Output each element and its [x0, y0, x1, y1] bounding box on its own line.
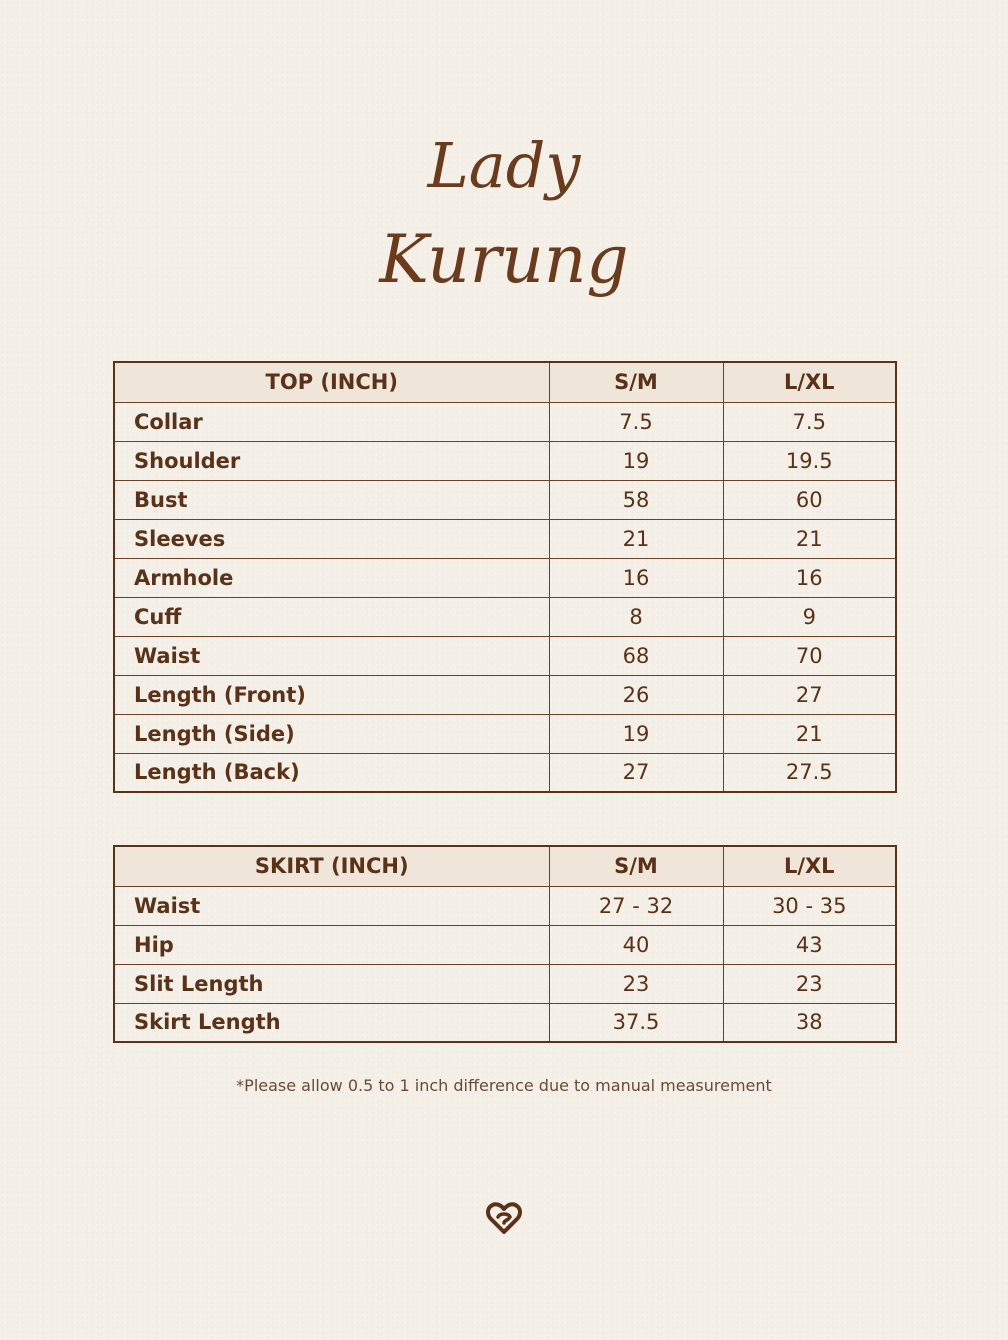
table-header-row: [114, 362, 896, 402]
value-sm: 26: [549, 675, 723, 714]
table-row: [114, 925, 896, 964]
table-row: [114, 441, 896, 480]
table-row: [114, 480, 896, 519]
value-lxl: 19.5: [723, 441, 896, 480]
value-sm: 40: [549, 925, 723, 964]
value-lxl: 16: [723, 558, 896, 597]
table-row: [114, 886, 896, 925]
value-sm: 27: [549, 753, 723, 792]
page-title: [0, 129, 1008, 298]
table-row: [114, 753, 896, 792]
table-row: [114, 714, 896, 753]
heart-logo-icon: [486, 1200, 522, 1236]
value-sm: 7.5: [549, 402, 723, 441]
value-sm: 8: [549, 597, 723, 636]
table-row: [114, 636, 896, 675]
row-label: Waist: [114, 636, 549, 675]
row-label: Length (Side): [114, 714, 549, 753]
value-lxl: 70: [723, 636, 896, 675]
table-row: [114, 519, 896, 558]
value-lxl: 27.5: [723, 753, 896, 792]
header-lxl: L/XL: [723, 846, 896, 886]
row-label: Waist: [114, 886, 549, 925]
table-row: [114, 558, 896, 597]
value-sm: 16: [549, 558, 723, 597]
top-size-table: [113, 361, 897, 793]
value-lxl: 60: [723, 480, 896, 519]
value-lxl: 30 - 35: [723, 886, 896, 925]
row-label: Slit Length: [114, 964, 549, 1003]
value-lxl: 21: [723, 519, 896, 558]
value-lxl: 21: [723, 714, 896, 753]
value-lxl: 43: [723, 925, 896, 964]
row-label: Skirt Length: [114, 1003, 549, 1042]
value-lxl: 27: [723, 675, 896, 714]
header-sm: S/M: [549, 846, 723, 886]
value-sm: 19: [549, 714, 723, 753]
value-lxl: 38: [723, 1003, 896, 1042]
value-lxl: 9: [723, 597, 896, 636]
table-row: [114, 402, 896, 441]
value-sm: 58: [549, 480, 723, 519]
row-label: Cuff: [114, 597, 549, 636]
value-sm: 21: [549, 519, 723, 558]
header-skirt-inch: SKIRT (INCH): [114, 846, 549, 886]
header-top-inch: TOP (INCH): [114, 362, 549, 402]
title-line-kurung: Kurung: [379, 221, 629, 298]
skirt-size-table: [113, 845, 897, 1043]
row-label: Length (Front): [114, 675, 549, 714]
header-sm: S/M: [549, 362, 723, 402]
table-row: [114, 597, 896, 636]
measurement-note: *Please allow 0.5 to 1 inch difference due to manual measurement: [236, 1076, 772, 1095]
value-sm: 23: [549, 964, 723, 1003]
value-lxl: 23: [723, 964, 896, 1003]
value-sm: 27 - 32: [549, 886, 723, 925]
header-lxl: L/XL: [723, 362, 896, 402]
row-label: Hip: [114, 925, 549, 964]
row-label: Armhole: [114, 558, 549, 597]
table-row: [114, 1003, 896, 1042]
value-sm: 37.5: [549, 1003, 723, 1042]
table-row: [114, 964, 896, 1003]
row-label: Collar: [114, 402, 549, 441]
row-label: Shoulder: [114, 441, 549, 480]
table-header-row: [114, 846, 896, 886]
title-line-lady: Lady: [427, 129, 581, 202]
row-label: Length (Back): [114, 753, 549, 792]
value-sm: 68: [549, 636, 723, 675]
table-row: [114, 675, 896, 714]
value-lxl: 7.5: [723, 402, 896, 441]
row-label: Sleeves: [114, 519, 549, 558]
row-label: Bust: [114, 480, 549, 519]
value-sm: 19: [549, 441, 723, 480]
